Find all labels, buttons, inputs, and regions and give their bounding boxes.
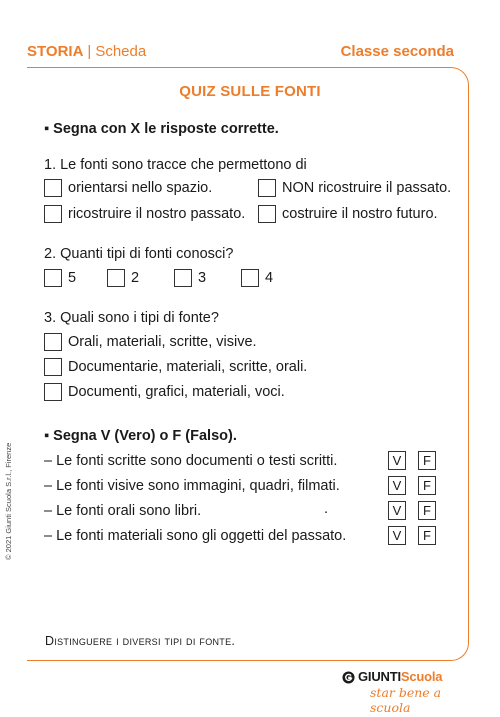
q2-option-1: 5	[68, 270, 77, 286]
tf-true-box-3[interactable]: V	[388, 501, 406, 520]
tf-false-box-3[interactable]: F	[418, 501, 436, 520]
q2-checkbox-4[interactable]	[241, 269, 259, 287]
q3-option-1: Orali, materiali, scritte, visive.	[68, 334, 257, 350]
q1-question: 1. Le fonti sono tracce che permettono di	[44, 157, 307, 173]
section2-instruction: ▪ Segna V (Vero) o F (Falso).	[44, 428, 237, 444]
q1-checkbox-2[interactable]	[258, 179, 276, 197]
q2-option-3: 3	[198, 270, 207, 286]
q1-option-2: NON ricostruire il passato.	[282, 180, 452, 196]
q1-option-1: orientarsi nello spazio.	[68, 180, 213, 196]
tf-true-box-1[interactable]: V	[388, 451, 406, 470]
tf-false-box-1[interactable]: F	[418, 451, 436, 470]
q1-option-4: costruire il nostro futuro.	[282, 206, 438, 222]
brand-main: GIUNTI	[358, 669, 401, 684]
tf-true-box-4[interactable]: V	[388, 526, 406, 545]
tf-statement-2: – Le fonti visive sono immagini, quadri, filmati.	[44, 478, 340, 494]
publisher-logo	[342, 669, 457, 715]
section1-instruction: ▪ Segna con X le risposte corrette.	[44, 121, 279, 137]
brand-name	[358, 669, 442, 684]
q2-option-2: 2	[131, 270, 140, 286]
q1-option-3: ricostruire il nostro passato.	[68, 206, 246, 222]
giunti-g-icon	[342, 671, 355, 684]
q1-checkbox-1[interactable]	[44, 179, 62, 197]
page-header	[27, 40, 454, 62]
tf-false-box-4[interactable]: F	[418, 526, 436, 545]
header-separator: |	[87, 42, 92, 60]
q2-checkbox-2[interactable]	[107, 269, 125, 287]
tf-false-box-2[interactable]: F	[418, 476, 436, 495]
tf-statement-4: – Le fonti materiali sono gli oggetti del passato.	[44, 528, 347, 544]
stray-mark: .	[324, 501, 329, 517]
tf-statement-1: – Le fonti scritte sono documenti o testi scritti.	[44, 453, 338, 469]
q2-checkbox-3[interactable]	[174, 269, 192, 287]
q3-option-3: Documenti, grafici, materiali, voci.	[68, 384, 285, 400]
brand-tagline: star bene a scuola	[370, 685, 442, 715]
q3-question: 3. Quali sono i tipi di fonte?	[44, 310, 219, 326]
q3-checkbox-3[interactable]	[44, 383, 62, 401]
copyright-notice: © 2021 Giunti Scuola S.r.l., Firenze	[4, 442, 13, 560]
q3-checkbox-1[interactable]	[44, 333, 62, 351]
tf-statement-3: – Le fonti orali sono libri.	[44, 503, 202, 519]
header-grade: Classe seconda	[340, 42, 454, 60]
q2-checkbox-1[interactable]	[44, 269, 62, 287]
page-title: QUIZ SULLE FONTI	[179, 83, 321, 100]
tf-true-box-2[interactable]: V	[388, 476, 406, 495]
brand-accent: Scuola	[400, 669, 443, 684]
header-type: Scheda	[95, 42, 147, 60]
q2-question: 2. Quanti tipi di fonti conosci?	[44, 246, 234, 262]
q3-option-2: Documentarie, materiali, scritte, orali.	[68, 359, 308, 375]
q1-checkbox-4[interactable]	[258, 205, 276, 223]
header-left	[27, 43, 146, 60]
header-subject: STORIA	[27, 42, 84, 60]
q1-checkbox-3[interactable]	[44, 205, 62, 223]
q2-option-4: 4	[265, 270, 274, 286]
q3-checkbox-2[interactable]	[44, 358, 62, 376]
learning-objective: Distinguere i diversi tipi di fonte.	[45, 634, 236, 648]
